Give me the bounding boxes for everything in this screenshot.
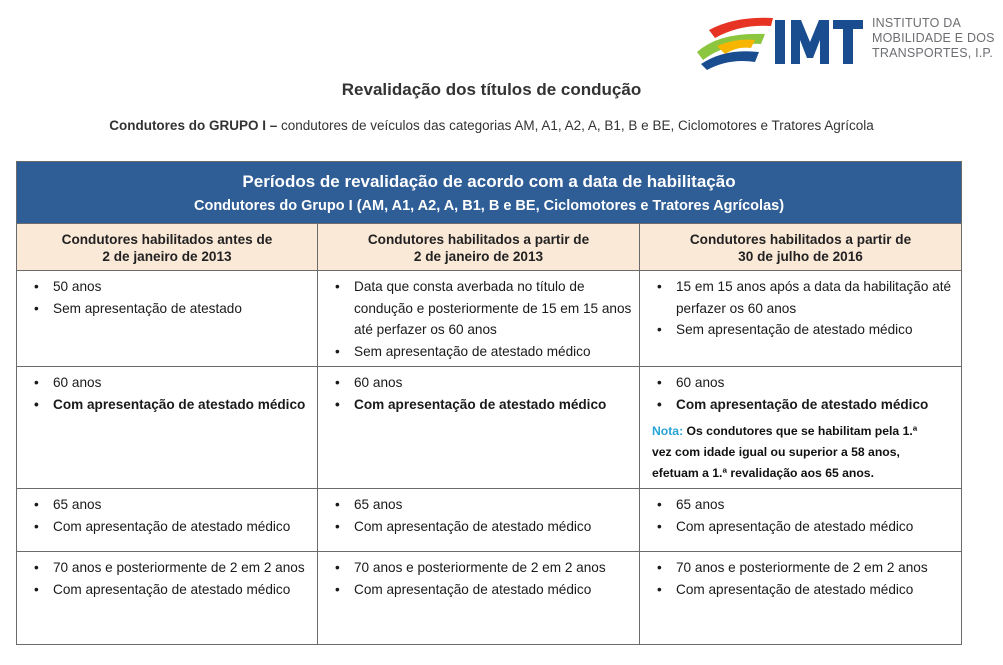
note (652, 421, 955, 484)
column-header-line: 30 de julho de 2016 (738, 249, 863, 264)
table-cell (17, 271, 318, 367)
org-name-line: TRANSPORTES, I.P. (872, 46, 994, 60)
list-item: • 60 anos (652, 372, 955, 394)
list-item: • Com apresentação de atestado médico (330, 579, 633, 601)
column-header (640, 224, 962, 271)
note-text: Os condutores que se habilitam pela 1.ª (683, 424, 918, 438)
list-item: • Sem apresentação de atestado médico (652, 319, 955, 341)
column-header-line: 2 de janeiro de 2013 (102, 249, 232, 264)
column-header-line: Condutores habilitados a partir de (689, 232, 912, 247)
list-item: • Com apresentação de atestado médico (29, 516, 311, 538)
list-item: • 70 anos e posteriormente de 2 em 2 anos (29, 557, 311, 579)
list-item: • 50 anos (29, 276, 311, 298)
org-name (872, 16, 997, 61)
org-name-line: INSTITUTO DA (872, 16, 961, 30)
subtitle-text: condutores de veículos das categorias AM, A1, A2, A, B1, B e BE, Ciclomotores e Tratores Agrícola (277, 118, 874, 133)
list-item: • 70 anos e posteriormente de 2 em 2 anos (330, 557, 633, 579)
table-cell (640, 552, 962, 645)
list-item: • Sem apresentação de atestado (29, 298, 311, 320)
subtitle-bold: Condutores do GRUPO I – (109, 118, 278, 133)
column-header (318, 224, 640, 271)
column-header-line: 2 de janeiro de 2013 (413, 249, 544, 264)
table-row (17, 271, 962, 367)
table-cell (640, 271, 962, 367)
table-header (17, 162, 962, 224)
column-header-line: Condutores habilitados a partir de (367, 232, 590, 247)
org-name-line: MOBILIDADE E DOS (872, 31, 995, 45)
list-item: • 65 anos (29, 494, 311, 516)
column-header (17, 224, 318, 271)
table-row (17, 367, 962, 489)
list-item: • Com apresentação de atestado médico (652, 394, 955, 416)
logo-text-hidden: IMT (695, 0, 723, 16)
note-text: efetuam a 1.ª revalidação aos 65 anos. (652, 466, 874, 480)
table-cell (17, 552, 318, 645)
table-cell (318, 489, 640, 552)
list-item: • Com apresentação de atestado médico (330, 394, 633, 416)
list-item: • Com apresentação de atestado médico (29, 579, 311, 601)
list-item: • Com apresentação de atestado médico (652, 579, 955, 601)
list-item: • Com apresentação de atestado médico (29, 394, 311, 416)
column-header-line: Condutores habilitados antes de (61, 232, 273, 247)
note-text: vez com idade igual ou superior a 58 anos, (652, 445, 900, 459)
table-cell (640, 367, 962, 489)
table-row (17, 489, 962, 552)
table-cell (318, 367, 640, 489)
list-item: • Com apresentação de atestado médico (652, 516, 955, 538)
list-item: • Sem apresentação de atestado médico (330, 341, 633, 363)
list-item: • 65 anos (330, 494, 633, 516)
table-subtitle: Condutores do Grupo I (AM, A1, A2, A, B1, B e BE, Ciclomotores e Tratores Agrícolas) (194, 198, 785, 214)
list-item: • Com apresentação de atestado médico (330, 516, 633, 538)
table-cell (318, 271, 640, 367)
list-item: • 70 anos e posteriormente de 2 em 2 anos (652, 557, 955, 579)
logo-imt-wordmark (775, 20, 863, 64)
list-item: • 15 em 15 anos após a data da habilitação até perfazer os 60 anos (652, 276, 955, 319)
logo-symbol-icon (697, 18, 773, 70)
table-title: Períodos de revalidação de acordo com a data de habilitação (242, 172, 736, 191)
list-item: • Data que consta averbada no título de condução e posteriormente de 15 em 15 anos até perfazer os 60 anos (330, 276, 633, 341)
list-item: • 60 anos (330, 372, 633, 394)
table-cell (17, 489, 318, 552)
list-item: • 60 anos (29, 372, 311, 394)
table-cell (17, 367, 318, 489)
document-subtitle (0, 118, 983, 133)
revalidation-table (16, 161, 962, 645)
table-cell (640, 489, 962, 552)
list-item: • 65 anos (652, 494, 955, 516)
document-title: Revalidação dos títulos de condução (341, 80, 642, 99)
table-row (17, 552, 962, 645)
note-label: Nota: (652, 424, 684, 438)
table-cell (318, 552, 640, 645)
